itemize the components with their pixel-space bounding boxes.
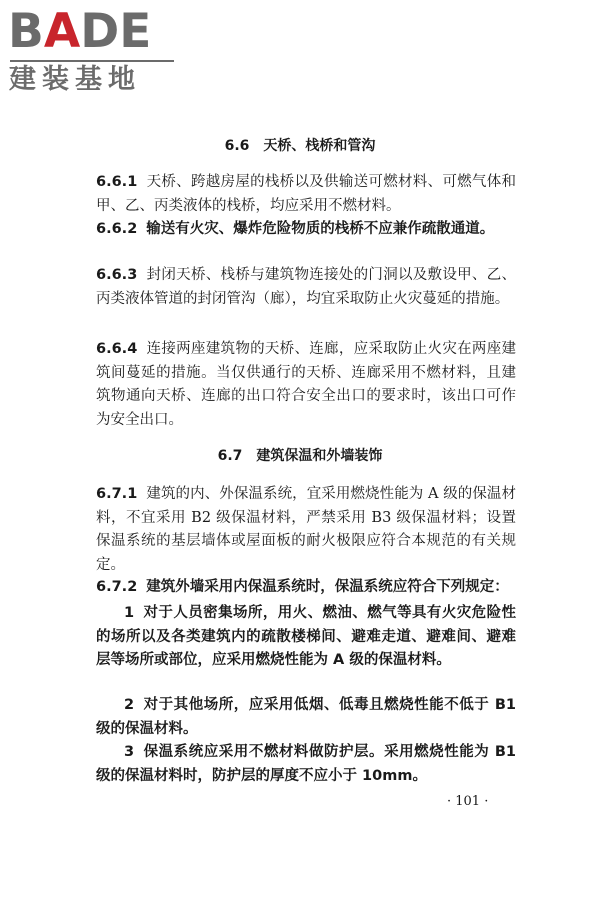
page-number: · 101 ·	[447, 794, 489, 809]
clause-6-6-3: 6.6.3 封闭天桥、栈桥与建筑物连接处的门洞以及敷设甲、乙、丙类液体管道的封闭管沟（廊），均宜采取防止火灾蔓延的措施。	[96, 267, 516, 307]
clause-6-6-2: 6.6.2 输送有火灾、爆炸危险物质的栈桥不应兼作疏散通道。	[96, 221, 495, 237]
clause-6-7-1: 6.7.1 建筑的内、外保温系统，宜采用燃烧性能为 A 级的保温材料，不宜采用 B2 级保温材料，严禁采用 B3 级保温材料；设置保温系统的基层墙体或屋面板的耐火极限应符合本规范的有关规定。	[96, 486, 516, 573]
list-item: 3 保温系统应采用不燃材料做防护层。采用燃烧性能为 B1 级的保温材料时，防护层的厚度不应小于 10mm。	[96, 744, 516, 784]
clause-6-6-4: 6.6.4 连接两座建筑物的天桥、连廊，应采取防止火灾在两座建筑间蔓延的措施。当仅供通行的天桥、连廊采用不燃材料，且建筑物通向天桥、连廊的出口符合安全出口的要求时，该出口可作为安全出口。	[96, 341, 516, 428]
list-item: 2 对于其他场所，应采用低烟、低毒且燃烧性能不低于 B1 级的保温材料。	[96, 697, 516, 737]
list-item: 1 对于人员密集场所，用火、燃油、燃气等具有火灾危险性的场所以及各类建筑内的疏散楼梯间、避难走道、避难间、避难层等场所或部位，应采用燃烧性能为 A 级的保温材料。	[96, 605, 516, 668]
logo-subtitle: 建装基地	[9, 64, 141, 95]
clause-6-6-1: 6.6.1 天桥、跨越房屋的栈桥以及供输送可燃材料、可燃气体和甲、乙、丙类液体的栈桥，均应采用不燃材料。	[96, 174, 516, 214]
section-heading: 6.6 天桥、栈桥和管沟	[224, 138, 376, 154]
logo	[8, 4, 178, 95]
logo-divider	[10, 60, 174, 62]
clause-6-7-2: 6.7.2 建筑外墙采用内保温系统时，保温系统应符合下列规定：	[96, 579, 509, 595]
logo-wordmark: BADE	[8, 4, 152, 59]
section-heading: 6.7 建筑保温和外墙装饰	[217, 448, 383, 464]
